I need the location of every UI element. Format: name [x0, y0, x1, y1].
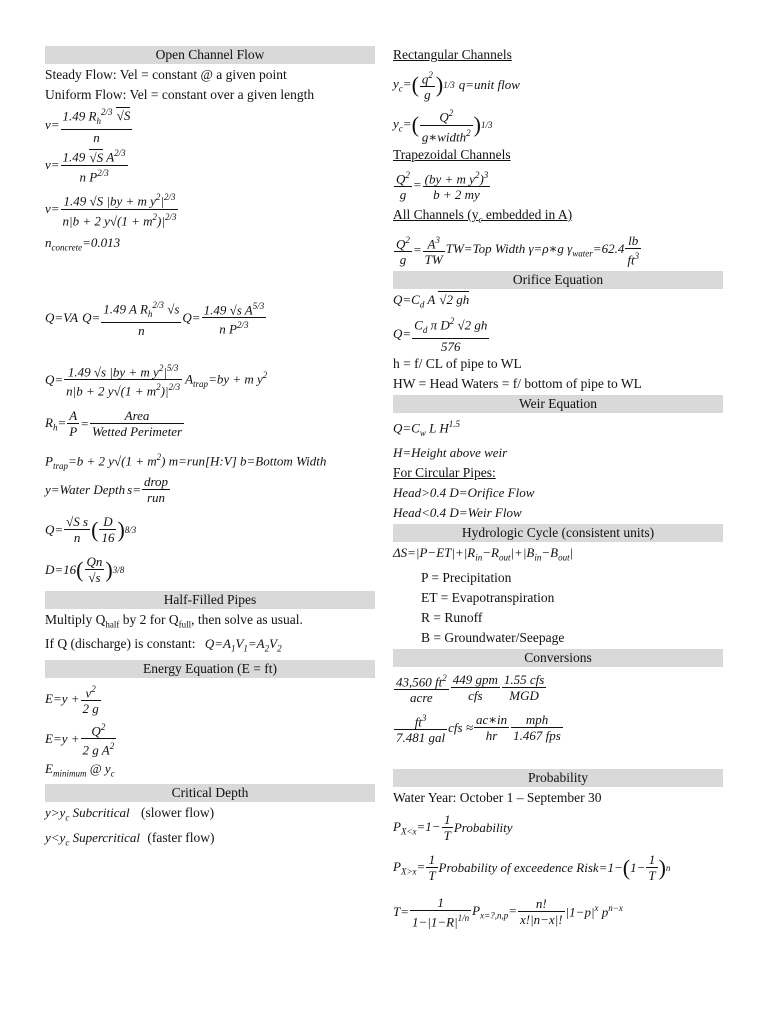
groundwater-line: B = Groundwater/Seepage — [421, 629, 565, 645]
orifice-eq-2: Q= $\frac{C_d \pi D^2 √2 gh}{576}$ — [393, 316, 488, 355]
all-channels-eq: $\frac{Q^2}{g}$ = $\frac{A^3}{TW}$ TW=Top Width γ=ρ∗g $\gamma_{water}=62.4$ $\frac{lb}{ft^3}$ — [396, 232, 640, 267]
left-column — [45, 45, 375, 853]
hydrologic-eq: $\Delta S=|P-ET|+|R_{in}-R_{out}|+|B_{in}-B_{out}|$ — [393, 545, 574, 563]
conversions-row-2: $\frac{ft^3}{\text{7.481 gal}}$ cfs ≈ $\frac{ac∗in}{hr}$ $\frac{\text{mph}}{\text{1.467 fps}}$ — [396, 712, 561, 745]
weir-header: Weir Equation — [393, 395, 723, 413]
half-filled-line-2: If Q (discharge) is constant: $Q=A_1V_1=A_2V_2$ — [45, 636, 282, 654]
orifice-header: Orifice Equation — [393, 271, 723, 289]
water-year-line: Water Year: October 1 – September 30 — [393, 789, 602, 805]
return-period-binomial-eq: T= $\frac{1}{1-|1-R|^{1/n}}$ $P_{x=?,n,p}=$ $\frac{n!}{x!|n-x|!}$ $|1-p|^x$ $p^{n-x}$ — [393, 894, 623, 929]
orifice-hw-line: HW = Head Waters = f/ bottom of pipe to WL — [393, 376, 642, 392]
rect-critical-eq-1: $y_c=$ ( $\frac{q^2}{g}$ ) 1/3 q=unit flow — [393, 69, 520, 103]
steady-flow-line: Steady Flow: Vel = constant @ a given point — [45, 67, 287, 82]
orifice-h-line: h = f/ CL of pipe to WL — [393, 356, 522, 372]
rect-channels-title: Rectangular Channels — [393, 47, 512, 62]
prob-exceed-risk-eq: $P_{X>x}=$ $\frac{1}{T}$ Probability of exceedence Risk=1− ( 1− $\frac{1}{T}$ ) n — [393, 852, 671, 884]
orifice-flow-line: Head>0.4 D=Orifice Flow — [393, 485, 535, 501]
energy-eq-1: E=y + $\frac{v^2}{2 g}$ — [45, 683, 99, 717]
trap-critical-eq: $\frac{Q^2}{g}$ = $\frac{(by + m y^2)^3}{b + 2 my}$ — [396, 169, 489, 203]
supercritical-line: $y<y_c$ Supercritical (faster flow) — [45, 830, 215, 848]
weir-height-line: H=Height above weir — [393, 445, 508, 461]
hydrologic-header: Hydrologic Cycle (consistent units) — [393, 524, 723, 542]
energy-eq-3: $E_{minimum}$ @ $y_c$ — [45, 760, 115, 779]
water-depth-slope-eq: y=Water Depth s= $\frac{\text{drop}}{\text{run}}$ — [45, 474, 169, 506]
hydraulic-radius-eq: $R_h=$ $\frac{A}{P}$ = $\frac{\text{Area}}{\text{Wetted Perimeter}}$ — [45, 408, 183, 440]
flow-eq-row-1: Q=VA Q= $\frac{1.49 A R_h^{2/3} √s}{n}$ Q= $\frac{1.49 √s A^{5/3}}{n P^{2/3}}$ — [45, 299, 265, 338]
all-channels-title: All Channels ($y_c$ embedded in A) — [393, 207, 573, 225]
circular-flow-eq: Q= $\frac{\text{√S s}}{n}$ ( $\frac{D}{16}$ ) 8/3 — [45, 514, 137, 546]
weir-flow-line: Head<0.4 D=Weir Flow — [393, 505, 522, 521]
critical-depth-header: Critical Depth — [45, 784, 375, 802]
flow-eq-row-2: Q= $\frac{1.49 √s |by + m y^2|^{5/3}}{n|b + 2 y√(1 + m^2)|^{2/3}}$ $A_{trap}=by + m$ $y^2$ — [45, 362, 268, 399]
half-filled-header: Half-Filled Pipes — [45, 591, 375, 609]
runoff-line: R = Runoff — [421, 609, 483, 625]
energy-header: Energy Equation (E = ft) — [45, 660, 375, 678]
right-column — [393, 45, 723, 936]
perimeter-trap-eq: $P_{trap}=b + 2$ $y√(1 + m^2)$ m=run[H:V] b=Bottom Width — [45, 451, 327, 471]
et-line: ET = Evapotranspiration — [421, 589, 555, 605]
trap-channels-title: Trapezoidal Channels — [393, 147, 511, 162]
precip-line: P = Precipitation — [421, 569, 512, 585]
n-concrete-line: $n_{concrete}=0.013$ — [45, 235, 121, 253]
velocity-eq-1: v= $\frac{1.49 R_h^{2/3} √S}{n}$ — [45, 107, 131, 145]
weir-eq: $Q=C_w$ L $H^{1.5}$ — [393, 419, 460, 439]
rect-critical-eq-2: $y_c=$ ( $\frac{Q^2}{g∗width^2}$ ) 1/3 — [393, 108, 493, 144]
circular-pipes-title: For Circular Pipes: — [393, 465, 496, 481]
velocity-eq-2: v= $\frac{1.49 √S A^{2/3}}{n P^{2/3}}$ — [45, 148, 126, 184]
half-filled-line-1: Multiply $Q_{half}$ by 2 for $Q_{full}$, then solve as usual. — [45, 611, 303, 630]
conversions-row-1: $\frac{43,560 ft^2}{\text{acre}}$ $\frac{\text{449 gpm}}{\text{cfs}}$ $\frac{\text{1.55 cfs}}{\text{MGD}}$ — [396, 672, 545, 705]
energy-eq-2: E=y + $\frac{Q^2}{2 g A^2}$ — [45, 722, 115, 758]
conversions-header: Conversions — [393, 649, 723, 667]
open-channel-header: Open Channel Flow — [45, 46, 375, 64]
diameter-eq: D=16 ( $\frac{Qn}{√s}$ ) 3/8 — [45, 554, 125, 586]
prob-non-exceed-eq: $P_{X<x}=1-$ $\frac{1}{T}$ Probability — [393, 812, 513, 844]
velocity-eq-3: v= $\frac{1.49 √S |by + m y^2|^{2/3}}{n|b + 2 y√(1 + m^2)|^{2/3}}$ — [45, 192, 177, 228]
subcritical-line: $y>y_c$ Subcritical (slower flow) — [45, 805, 215, 824]
orifice-eq-1: $Q=C_d$ A √2 gh — [393, 291, 470, 310]
uniform-flow-line: Uniform Flow: Vel = constant over a given length — [45, 87, 315, 102]
probability-header: Probability — [393, 769, 723, 787]
